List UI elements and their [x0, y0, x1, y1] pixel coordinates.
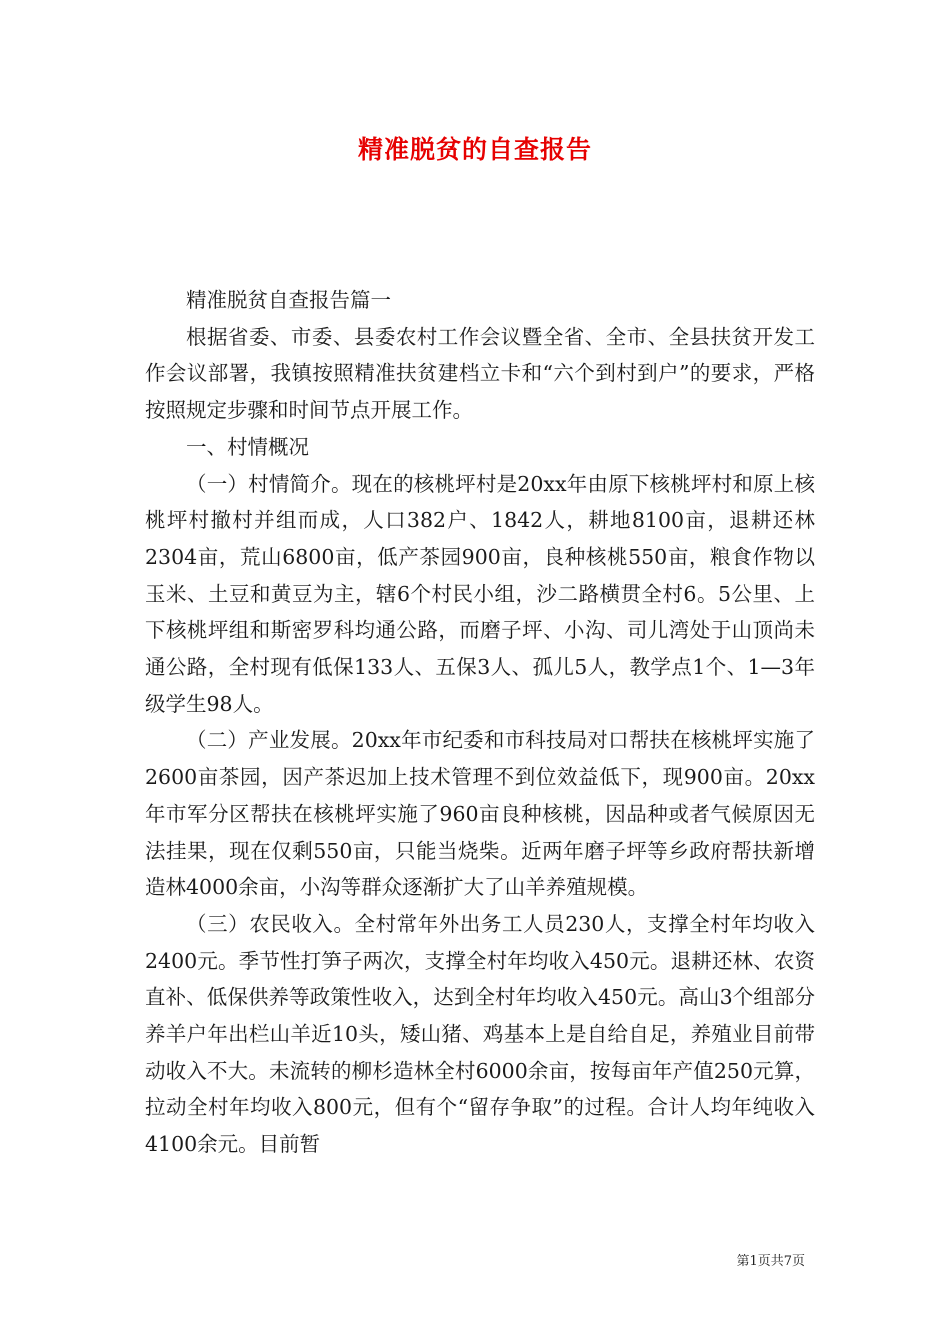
- paragraph: 根据省委、市委、县委农村工作会议暨全省、全市、全县扶贫开发工作会议部署，我镇按照精准扶贫建档立卡和“六个到村到户”的要求，严格按照规定步骤和时间节点开展工作。: [145, 324, 815, 423]
- paragraph: （一）村情简介。现在的核桃坪村是20xx年由原下核桃坪村和原上核桃坪村撤村并组而成，人口382户、1842人，耕地8100亩，退耕还林2304亩，荒山6800亩，低产茶园900亩，良种核桃550亩，粮食作物以玉米、土豆和黄豆为主，辖6个村民小组，沙二路横贯全村6。5公里、上下核桃坪组和斯密罗科均通公路，而磨子坪、小沟、司儿湾处于山顶尚未通公路，全村现有低保133人、五保3人、孤儿5人，教学点1个、1—3年级学生98人。: [145, 471, 815, 716]
- paragraph: （三）农民收入。全村常年外出务工人员230人，支撑全村年均收入2400元。季节性打笋子两次，支撑全村年均收入450元。退耕还林、农资直补、低保供养等政策性收入，达到全村年均收入450元。高山3个组部分养羊户年出栏山羊近10头，矮山猪、鸡基本上是自给自足，养殖业目前带动收入不大。未流转的柳杉造林全村6000余亩，按每亩年产值250元算，拉动全村年均收入800元，但有个“留存争取”的过程。合计人均年纯收入4100余元。目前暂: [145, 911, 815, 1157]
- paragraph: （二）产业发展。20xx年市纪委和市科技局对口帮扶在核桃坪实施了2600亩茶园，因产茶迟加上技术管理不到位效益低下，现900亩。20xx年市军分区帮扶在核桃坪实施了960亩良种核桃，因品种或者气候原因无法挂果，现在仅剩550亩，只能当烧柴。近两年磨子坪等乡政府帮扶新增造林4000余亩，小沟等群众逐渐扩大了山羊养殖规模。: [145, 728, 815, 900]
- document-title: 精准脱贫的自查报告: [357, 135, 592, 164]
- section-heading: 精准脱贫自查报告篇一: [186, 288, 391, 312]
- section-heading: 一、村情概况: [186, 434, 309, 459]
- document-body: [145, 282, 815, 1163]
- page-number: 第1页共7页: [736, 1254, 805, 1269]
